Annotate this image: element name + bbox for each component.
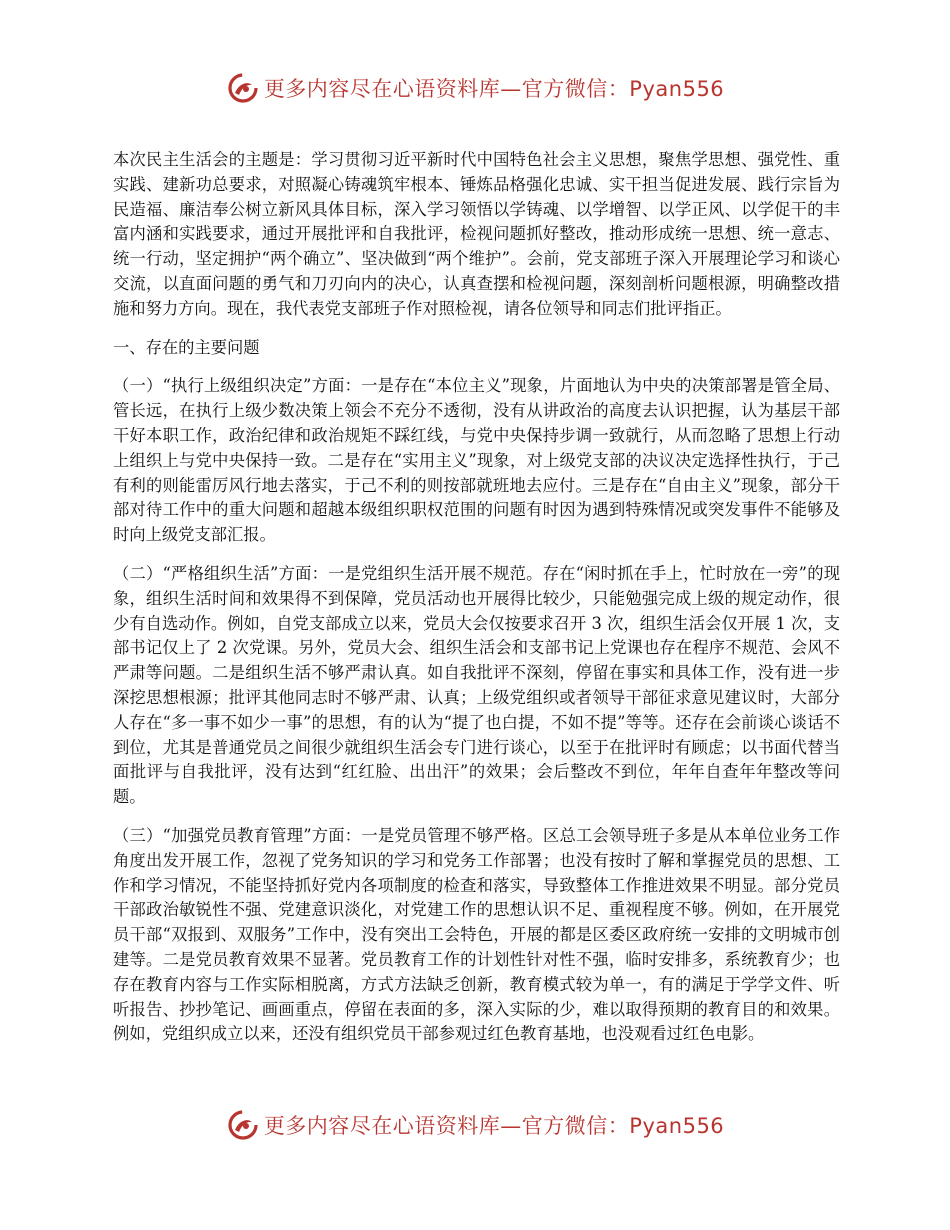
watermark-text: 更多内容尽在心语资料库—官方微信：Pyan556 [263,77,725,101]
header-watermark-banner [0,66,950,110]
brush-swirl-logo-icon [226,71,260,105]
paragraph-organization-life: （二）“严格组织生活”方面：一是党组织生活开展不规范。存在“闲时抓在手上，忙时放在一旁”的现象，组织生活时间和效果得不到保障，党员活动也开展得比较少，只能勉强完成上级的规定动作，很少有自选动作。例如，自党支部成立以来，党员大会仅按要求召开 3 次，组织生活会仅开展 1 次，支部书记仅上了 2 次党课。另外，党员大会、组织生活会和支部书记上党课也存在程序不规范、会风不严肃等问题。二是组织生活不够严肃认真。如自我批评不深刻，停留在事实和具体工作，没有进一步深挖思想根源；批评其他同志时不够严肃、认真；上级党组织或者领导干部征求意见建议时，大部分人存在“多一事不如少一事”的思想，有的认为“提了也白提，不如不提”等等。还存在会前谈心谈话不到位，尤其是普通党员之间很少就组织生活会专门进行谈心，以至于在批评时有顾虑；以书面代替当面批评与自我批评，没有达到“红红脸、出出汗”的效果；会后整改不到位，年年自查年年整改等问题。 [113,563,840,807]
brush-swirl-logo-icon [226,1108,260,1142]
paragraph-member-education: （三）“加强党员教育管理”方面：一是党员管理不够严格。区总工会领导班子多是从本单位业务工作角度出发开展工作，忽视了党务知识的学习和党务工作部署；也没有按时了解和掌握党员的思想、工作和学习情况，不能坚持抓好党内各项制度的检查和落实，导致整体工作推进效果不明显。部分党员干部政治敏锐性不强、党建意识淡化，对党建工作的思想认识不足、重视程度不够。例如，在开展党员干部“双报到、双服务”工作中，没有突出工会特色，开展的都是区委区政府统一安排的文明城市创建等。二是党员教育效果不显著。党员教育工作的计划性针对性不强，临时安排多，系统教育少；也存在教育内容与工作实际相脱离，方式方法缺乏创新，教育模式较为单一，有的满足于学学文件、听听报告、抄抄笔记、画画重点，停留在表面的多，深入实际的少，难以取得预期的教育目的和效果。例如，党组织成立以来，还没有组织党员干部参观过红色教育基地，也没观看过红色电影。 [113,825,840,1044]
section-heading: 一、存在的主要问题 [113,337,260,357]
document-body [113,148,840,1061]
intro-paragraph: 本次民主生活会的主题是：学习贯彻习近平新时代中国特色社会主义思想，聚焦学思想、强党性、重实践、建新功总要求，对照凝心铸魂筑牢根本、锤炼品格强化忠诚、实干担当促进发展、践行宗旨为民造福、廉洁奉公树立新风具体目标，深入学习领悟以学铸魂、以学增智、以学正风、以学促干的丰富内涵和实践要求，通过开展批评和自我批评，检视问题抓好整改，推动形成统一思想、统一意志、统一行动，坚定拥护“两个确立”、坚决做到“两个维护”。会前，党支部班子深入开展理论学习和谈心交流，以直面问题的勇气和刀刃向内的决心，认真查摆和检视问题，深刻剖析问题根源，明确整改措施和努力方向。现在，我代表党支部班子作对照检视，请各位领导和同志们批评指正。 [113,150,840,318]
footer-watermark-banner [0,1103,950,1147]
paragraph-execute-decisions: （一）“执行上级组织决定”方面：一是存在“本位主义”现象，片面地认为中央的决策部署是管全局、管长远，在执行上级少数决策上领会不充分不透彻，没有从讲政治的高度去认识把握，认为基层干部干好本职工作，政治纪律和政治规矩不踩红线，与党中央保持步调一致就行，从而忽略了思想上行动上组织上与党中央保持一致。二是存在“实用主义”现象，对上级党支部的决议决定选择性执行，于己有利的则能雷厉风行地去落实，于己不利的则按部就班地去应付。三是存在“自由主义”现象，部分干部对待工作中的重大问题和超越本级组织职权范围的问题有时因为遇到特殊情况或突发事件不能够及时向上级党支部汇报。 [113,376,840,545]
watermark-text: 更多内容尽在心语资料库—官方微信：Pyan556 [263,1114,725,1138]
